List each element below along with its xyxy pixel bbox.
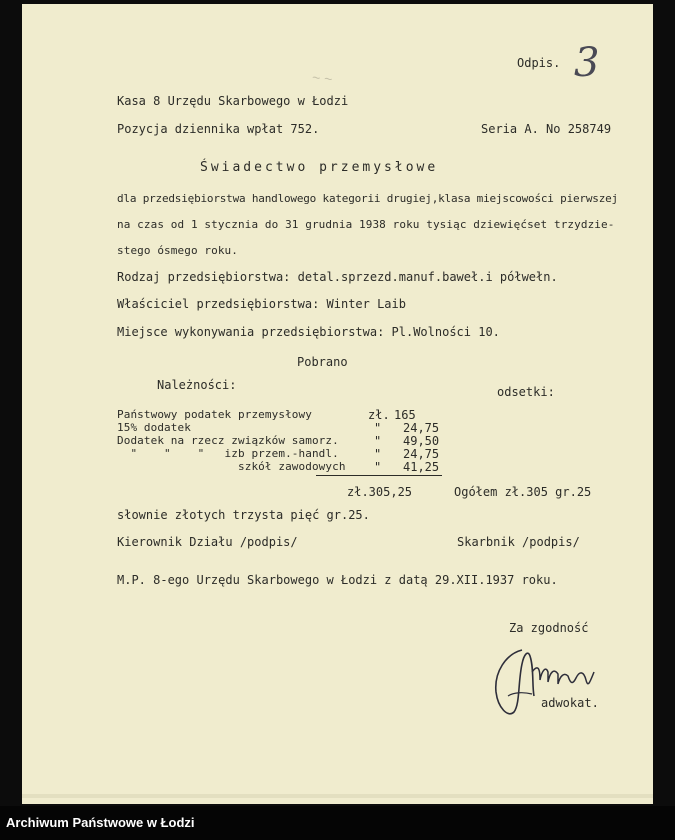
dues-row-label: Państwowy podatek przemysłowy <box>117 408 312 421</box>
business-owner: Właściciel przedsiębiorstwa: Winter Laib <box>117 297 406 311</box>
archive-name: Archiwum Państwowe w Łodzi <box>6 815 195 830</box>
body-line-3: stego ósmego roku. <box>117 244 239 257</box>
grand-total: Ogółem zł.305 gr.25 <box>454 485 592 499</box>
dues-row-currency: " <box>374 434 382 448</box>
dues-row-amount: 24,75 <box>403 447 440 461</box>
dues-header: Należności: <box>157 378 237 392</box>
dues-row-label: szkół zawodowych <box>117 460 346 473</box>
page-edge <box>22 794 653 798</box>
dues-row-label: " " " izb przem.-handl. <box>117 447 339 460</box>
copy-label: Odpis. <box>517 56 561 70</box>
dues-row-currency: " <box>374 460 382 474</box>
business-place: Miejsce wykonywania przedsiębiorstwa: Pl.Wolności 10. <box>117 325 500 339</box>
dues-row-amount: 24,75 <box>403 421 440 435</box>
office-name: Kasa 8 Urzędu Skarbowego w Łodzi <box>117 94 349 108</box>
archive-footer <box>0 806 675 840</box>
conformity-label: Za zgodność <box>509 621 589 635</box>
dues-row-amount: 165 <box>394 408 416 422</box>
dues-row-amount: 49,50 <box>403 434 440 448</box>
dues-row-label: 15% dodatek <box>117 421 191 434</box>
bleed-through-mark: ~ ~ <box>311 68 334 88</box>
dues-row-amount: 41,25 <box>403 460 440 474</box>
lawyer-title: adwokat. <box>541 696 599 710</box>
interest-header: odsetki: <box>497 385 555 399</box>
page-number: 3 <box>574 40 600 86</box>
body-line-1: dla przedsiębiorstwa handlowego kategorii drugiej,klasa miejscowości pierwszej <box>117 192 618 205</box>
series-number: Seria A. No 258749 <box>481 122 612 136</box>
dues-row-currency: " <box>374 421 382 435</box>
document-title: Świadectwo przemysłowe <box>200 160 439 175</box>
dues-row-currency: " <box>374 447 382 461</box>
subtotal: zł.305,25 <box>347 485 413 499</box>
dues-row-currency: zł. <box>368 408 390 422</box>
dues-row-label: Dodatek na rzecz związków samorz. <box>117 434 339 447</box>
seal-note: M.P. 8-ego Urzędu Skarbowego w Łodzi z datą 29.XII.1937 roku. <box>117 573 558 587</box>
sum-line <box>316 475 442 476</box>
lawyer-signature <box>488 642 618 722</box>
collected-label: Pobrano <box>297 355 348 369</box>
treasurer-signature: Skarbnik /podpis/ <box>457 535 580 549</box>
business-kind: Rodzaj przedsiębiorstwa: detal.sprzezd.manuf.baweł.i półwełn. <box>117 270 558 284</box>
body-line-2: na czas od 1 stycznia do 31 grudnia 1938 roku tysiąc dziewięćset trzydzie- <box>117 218 615 231</box>
journal-position: Pozycja dziennika wpłat 752. <box>117 122 320 136</box>
head-of-department-signature: Kierownik Działu /podpis/ <box>117 535 298 549</box>
amount-in-words: słownie złotych trzysta pięć gr.25. <box>117 508 370 522</box>
